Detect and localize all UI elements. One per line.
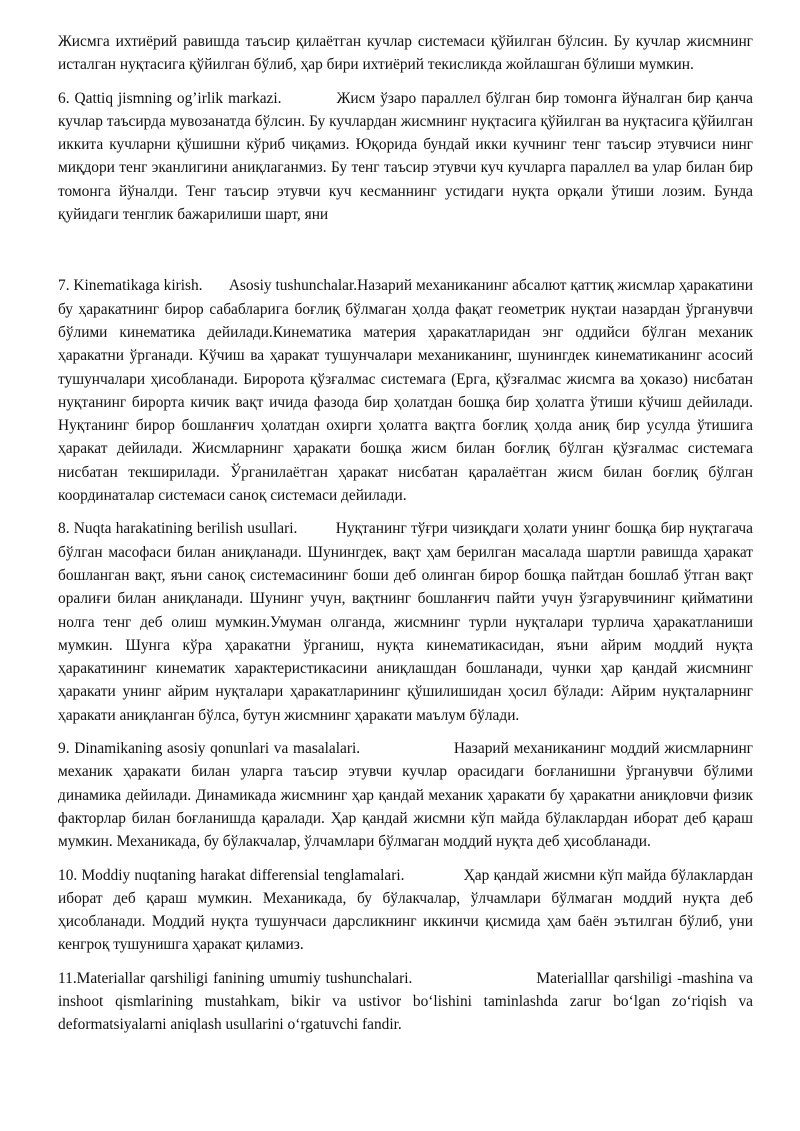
section-9-sep bbox=[360, 740, 454, 757]
section-11-heading: 11.Materiallar qarshiligi fanining umumiy tushunchalari. bbox=[58, 969, 413, 987]
section-7-sep bbox=[203, 277, 229, 294]
section-8-body: Нуқтанинг тўғри чизиқдаги ҳолати унинг бошқа бир нуқтагача бўлган масофаси билан аниқланади. Шунингдек, вақт ҳам берилган масалада шартли равишда ҳаракат бошланган вақт, яъни саноқ системасининг боши деб олинган бирор бошқа пайтдан бошлаб ўтган вақт оралиғи билан аниқланади. Шунинг учун, вақтнинг бошланғич пайти учун ўзгарувчининг қийматини нолга тенг деб олиш мумкин.Умуман олганда, жисмнинг турли нуқталари турлича ҳаракатланиши мумкин. Шунга кўра ҳаракатни ўрганиш, нуқта кинематикасидан, яъни айрим моддий нуқта ҳаракатининг кинематик характеристикасини аниқлашдан бошланади, чунки ҳар қандай жисмнинг ҳаракати унинг айрим нуқталари ҳаракатларининг қўшилишидан ҳосил бўлади: Айрим нуқталарнинг ҳаракати аниқланган бўлса, бутун жисмнинг ҳаракати маълум бўлади. bbox=[58, 520, 753, 724]
section-7-heading: 7. Kinematikaga kirish. bbox=[58, 277, 203, 295]
section-10-heading: 10. Moddiy nuqtaning harakat differensial tenglamalari. bbox=[58, 866, 405, 884]
section-11-body: Materialllar qarshiligi -mashina va inshoot qismlarining mustahkam, bikir va ustivor bo‘lishini taminlashda zarur bo‘lgan zo‘riqish va deformatsiyalarni aniqlash usullarini o‘rgatuvchi fandir. bbox=[58, 969, 753, 1034]
section-8-sep bbox=[297, 520, 335, 537]
section-10-sep bbox=[405, 867, 464, 884]
section-6-heading: 6. Qattiq jismning og’irlik markazi. bbox=[58, 89, 282, 107]
section-8-paragraph bbox=[58, 517, 753, 727]
section-9-body: Назарий механиканинг моддий жисмларнинг механик ҳаракати билан уларга таъсир этувчи кучлар орасидаги боғланишни ўрганувчи бўлими динамика дейилади. Динамикада жисмнинг ҳар қандай механик ҳаракати бу ҳаракатни аниқловчи физик факторлар билан боғланишда қаралади. Ҳар қандай жисмни кўп майда бўлаклардан иборат деб қараш мумкин. Механикада, бу бўлакчалар, ўлчамлари бўлмаган моддий нуқта деб ҳисобланади. bbox=[58, 740, 753, 851]
section-7-paragraph bbox=[58, 274, 753, 507]
section-11-sep bbox=[412, 970, 536, 987]
section-10-body: Ҳар қандай жисмни кўп майда бўлаклардан иборат деб қараш мумкин. Механикада, бу бўлакчалар, ўлчамлари бўлмаган моддий нуқта деб ҳисобланади. Моддий нуқта тушунчаси дарсликнинг иккинчи қисмида ҳам баён эътилган бўлиб, уни кенгроқ тушунишга ҳаракат қиламиз. bbox=[58, 866, 753, 954]
blank-gap bbox=[58, 236, 753, 274]
section-8-heading: 8. Nuqta harakatining berilish usullari. bbox=[58, 520, 298, 538]
document-page bbox=[58, 30, 753, 1047]
section-9-heading: 9. Dinamikaning asosiy qonunlari va masalalari. bbox=[58, 740, 361, 758]
section-6-body: Жисм ўзаро параллел бўлган бир томонга йўналган бир қанча кучлар таъсирда мувозанатда бўлсин. Бу кучлардан жисмнинг нуқтасига қўйилган ва нуқтасига қўйилган иккита кучларни қўшишни кўриб чиқамиз. Юқорида бундай икки кучнинг тенг таъсир этувчиси нинг миқдори тенг эканлигини аниқлаганмиз. Бу тенг таъсир этувчи куч кучларга параллел ва улар билан бир томонга йўналди. Тенг таъсир этувчи куч кесманнинг устидаги нуқта орқали ўтиши лозим. Бунда қуйидаги тенглик бажарилиши шарт, яни bbox=[58, 89, 754, 224]
section-6-sep bbox=[282, 90, 337, 107]
section-6-paragraph bbox=[58, 87, 753, 227]
section-11-paragraph bbox=[58, 967, 753, 1037]
section-10-paragraph bbox=[58, 864, 753, 957]
section-9-paragraph bbox=[58, 737, 753, 853]
section-7-body: Asosiy tushunchalar.Назарий механиканинг абсалют қаттиқ жисмлар ҳаракатини бу ҳаракатнинг бирор сабабларига боғлиқ бўлмаган ҳолда фақат геометрик нуқтаи назардан ўрганувчи бўлими кинематика дейилади.Кинематика материя ҳаракатларидан энг оддийси бўлган механик ҳаракатни ўрганади. Кўчиш ва ҳаракат тушунчалари механиканинг, шунингдек кинематиканинг асосий тушунчалари ҳисобланади. Биророта қўзғалмас системага (Ерга, қўзғалмас жисмга ва ҳоказо) нисбатан нуқтанинг бирорта кичик вақт ичида фазода бир ҳолатдан бошқа бир ҳолатга ўтиши кўчиш дейилади. Нуқтанинг бирор бошланғич ҳолатдан охирги ҳолатга вақтга боғлиқ ҳолда аниқ бир усулда ўтишига ҳаракат дейилади. Жисмларнинг ҳаракати бошқа жисм билан боғлиқ бўлган қўзғалмас системага нисбатан текширилади. Ўрганилаётган ҳаракат нисбатан қаралаётган жисм билан боғлиқ бўлган координаталар системаси саноқ системаси дейилади. bbox=[58, 277, 753, 505]
intro-paragraph: Жисмга ихтиёрий равишда таъсир қилаётган кучлар системаси қўйилган бўлсин. Бу кучлар жисмнинг исталган нуқтасига қўйилган бўлиб, ҳар бири ихтиёрий текисликда жойлашган бўлиши мумкин. bbox=[58, 33, 753, 74]
